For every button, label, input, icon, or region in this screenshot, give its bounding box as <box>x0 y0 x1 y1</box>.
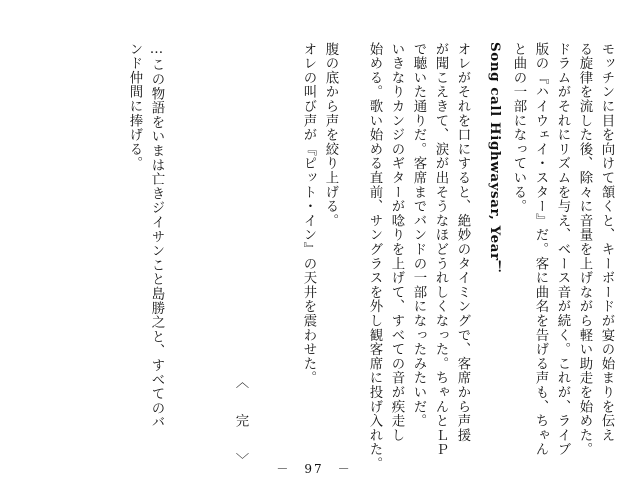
text-column: 始める。歌い始める直前、サングラスを外し観客席に投げ入れた。 <box>367 42 382 471</box>
text-column: オレの叫び声が『ピット・イン』の天井を震わせた。 <box>301 42 316 386</box>
text-column: ンド仲間に捧げる。 <box>127 42 142 171</box>
text-column: 腹の底から声を絞り上げる。 <box>323 42 338 228</box>
page-number: － 97 － <box>276 462 352 476</box>
text-column: オレがそれを口にすると、絶妙のタイミングで、客席から声援 <box>455 42 470 443</box>
text-column: で聴いた通りだ。客席までバンドの一部になったみたいだ。 <box>411 42 426 429</box>
text-column: モッチンに目を向けて頷くと、キーボードが宴の始まりを伝え <box>599 42 614 443</box>
text-column: …この物語をいまは亡きジイサンこと島勝之と、すべてのバ <box>149 42 164 430</box>
end-mark: 〈 完 〉 <box>233 375 248 472</box>
text-column: る旋律を流した後、除々に音量を上げながら軽い助走を始めた。 <box>577 42 592 457</box>
text-column: 版の『ハイウェイ・スター』だ。客に曲名を告げる声も、ちゃん <box>533 42 548 457</box>
text-column: ドラムがそれにリズムを与え、ベース音が続く。これが、ライブ <box>555 42 570 457</box>
text-column: が聞こえきて、涙が出そうなほどうれしくなった。ちゃんとＬＰ <box>433 42 448 457</box>
section-heading: Song call Highwaysar, Year！ <box>487 42 503 275</box>
text-column: いきなりカンジのギターが唸りを上げて、すべての音が疾走し <box>389 42 404 443</box>
text-column: と曲の一部になっている。 <box>511 42 526 214</box>
